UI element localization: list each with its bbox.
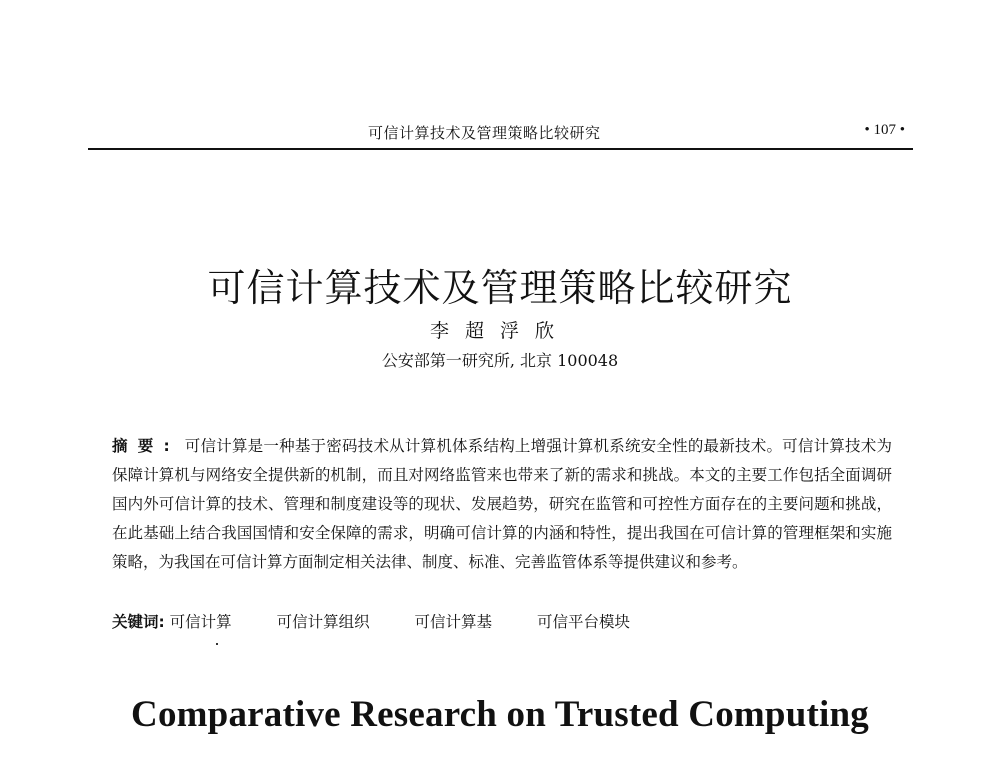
english-title: Comparative Research on Trusted Computing [131,694,869,735]
abstract-label: 摘要: [112,437,180,455]
article-title: 可信计算技术及管理策略比较研究 [207,266,793,311]
running-header [88,110,913,150]
abstract-text: 可信计算是一种基于密码技术从计算机体系结构上增强计算机系统安全性的最新技术。可信计算技术为保障计算机与网络安全提供新的机制，而且对网络监管来也带来了新的需求和挑战。本文的主要工作包括全面调研国内外可信计算的技术、管理和制度建设等的现状、发展趋势，研究在监管和可控性方面存在的主要问题和挑战，在此基础上结合我国国情和安全保障的需求，明确可信计算的内涵和特性，提出我国在可信计算的管理框架和实施策略，为我国在可信计算方面制定相关法律、制度、标准、完善监管体系等提供建议和参考。 [112,437,892,571]
keywords [112,609,892,635]
scan-speck [216,643,218,645]
keyword-item: 可信计算基 [414,613,493,631]
keyword-item: 可信平台模块 [537,613,631,631]
page-number: • 107 • [864,122,905,138]
author-names: 李超浮欣 [429,320,570,342]
keyword-item: 可信计算组织 [276,613,370,631]
running-title: 可信计算技术及管理策略比较研究 [368,124,601,142]
header-rule [88,148,913,150]
author-affiliation: 公安部第一研究所, 北京 100048 [381,351,619,370]
abstract [112,432,892,577]
keywords-label: 关键词: [112,613,165,631]
keyword-item: 可信计算 [169,613,232,631]
